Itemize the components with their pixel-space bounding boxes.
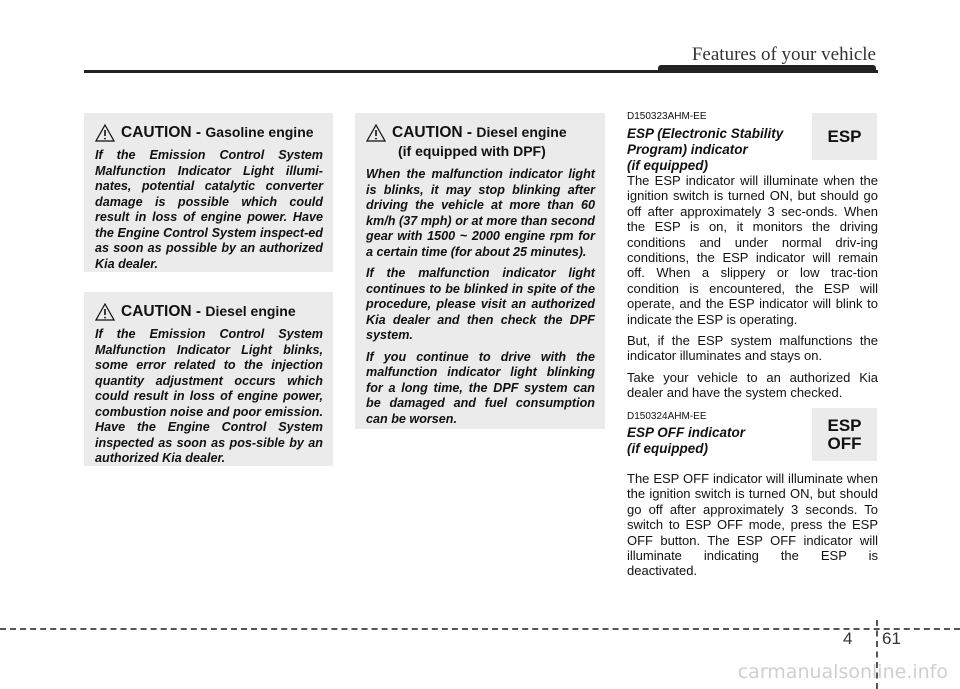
caution-dpf-text bbox=[366, 167, 595, 427]
esp-paragraph-2: But, if the ESP system malfunctions the indicator illuminates and stays on. bbox=[627, 333, 878, 364]
esp-off-section-title bbox=[627, 425, 807, 457]
caution-diesel-text: If the Emission Control System Malfunction Indicator Light blinks, some error related to the injection quantity adjustment occurs which could result in loss of engine power, combustion noise and poor emission. Have the Engine Control System inspected as soon as pos-sible by an authorized Kia dealer. bbox=[95, 327, 323, 465]
esp-off-title-line-1: ESP OFF indicator bbox=[627, 425, 746, 440]
caution-gasoline-text: If the Emission Control System Malfunction Indicator Light illumi-nates, potential catalytic converter damage is possible which could result in loss of engine power. Have the Engine Control System inspect-ed as soon as possible by an authorized Kia dealer. bbox=[95, 148, 323, 271]
esp-paragraph-3: Take your vehicle to an authorized Kia dealer and have the system checked. bbox=[627, 369, 878, 401]
section-title: Features of your vehicle bbox=[691, 44, 876, 65]
caution-dpf-heading bbox=[366, 123, 595, 161]
esp-off-indicator-line-2: OFF bbox=[827, 433, 862, 453]
header-rule-tab bbox=[658, 65, 876, 73]
warning-triangle-icon bbox=[95, 124, 115, 142]
caution-subtitle-dpf: (if equipped with DPF) bbox=[398, 143, 546, 159]
esp-off-section-code: D150324AHM-EE bbox=[627, 411, 707, 422]
caution-word: CAUTION - bbox=[121, 124, 206, 141]
esp-body bbox=[627, 173, 878, 407]
watermark: carmanualsonline.info bbox=[737, 661, 948, 683]
esp-section-code: D150323AHM-EE bbox=[627, 111, 707, 122]
caution-word: CAUTION - bbox=[392, 124, 477, 141]
caution-subtitle: Gasoline engine bbox=[205, 124, 314, 140]
esp-off-paragraph-1: The ESP OFF indicator will illuminate when the ignition switch is turned ON, but should go off after approximately 3 seconds. To switch to ESP OFF mode, press the ESP OFF button. The ESP OFF indicator will illuminate indicating the ESP is deactivated. bbox=[627, 471, 878, 579]
warning-triangle-icon bbox=[95, 303, 115, 321]
caution-gasoline-heading bbox=[95, 123, 323, 142]
page-number: 61 bbox=[882, 629, 901, 648]
esp-title-line-2: Program) indicator bbox=[627, 142, 748, 157]
esp-title-line-1: ESP (Electronic Stability bbox=[627, 126, 784, 141]
warning-triangle-icon bbox=[366, 124, 386, 142]
caution-diesel-box bbox=[84, 292, 333, 466]
caution-dpf-box bbox=[355, 113, 605, 429]
esp-section-title bbox=[627, 126, 807, 174]
chapter-number: 4 bbox=[843, 629, 853, 648]
esp-title-line-3: (if equipped) bbox=[627, 158, 708, 173]
caution-dpf-paragraph-3: If you continue to drive with the malfunction indicator light blinking for a long time, the DPF system can be damaged and fuel consumption can be worsen. bbox=[366, 349, 595, 426]
esp-off-body bbox=[627, 471, 878, 585]
caution-dpf-paragraph-1: When the malfunction indicator light is blinks, it may stop blinking after driving the vehicle at more than 60 km/h (37 mph) or at more than second gear with 1500 ~ 2000 engine rpm for a certain time (for about 25 minutes). bbox=[366, 167, 595, 259]
esp-indicator-symbol: ESP bbox=[812, 113, 877, 160]
caution-diesel-heading bbox=[95, 302, 323, 321]
caution-subtitle: Diesel engine bbox=[476, 124, 567, 140]
caution-gasoline-box bbox=[84, 113, 333, 272]
esp-off-title-line-2: (if equipped) bbox=[627, 441, 708, 456]
esp-paragraph-1: The ESP indicator will illuminate when the ignition switch is turned ON, but should go off after approximately 3 sec-onds. When the ESP is on, it monitors the driving conditions and under normal driv-ing conditions, the ESP indicator will remain off. When a slippery or low trac-tion condition is encountered, the ESP will operate, and the ESP indicator will blink to indicate the ESP is operating. bbox=[627, 173, 878, 327]
caution-word: CAUTION - bbox=[121, 303, 206, 320]
footer-rule bbox=[0, 628, 960, 630]
caution-subtitle: Diesel engine bbox=[205, 303, 296, 319]
caution-dpf-paragraph-2: If the malfunction indicator light continues to be blinked in spite of the procedure, please visit an authorized Kia dealer and then check the DPF system. bbox=[366, 266, 595, 342]
esp-off-indicator-symbol bbox=[812, 408, 877, 461]
esp-off-indicator-line-1: ESP bbox=[827, 415, 862, 435]
